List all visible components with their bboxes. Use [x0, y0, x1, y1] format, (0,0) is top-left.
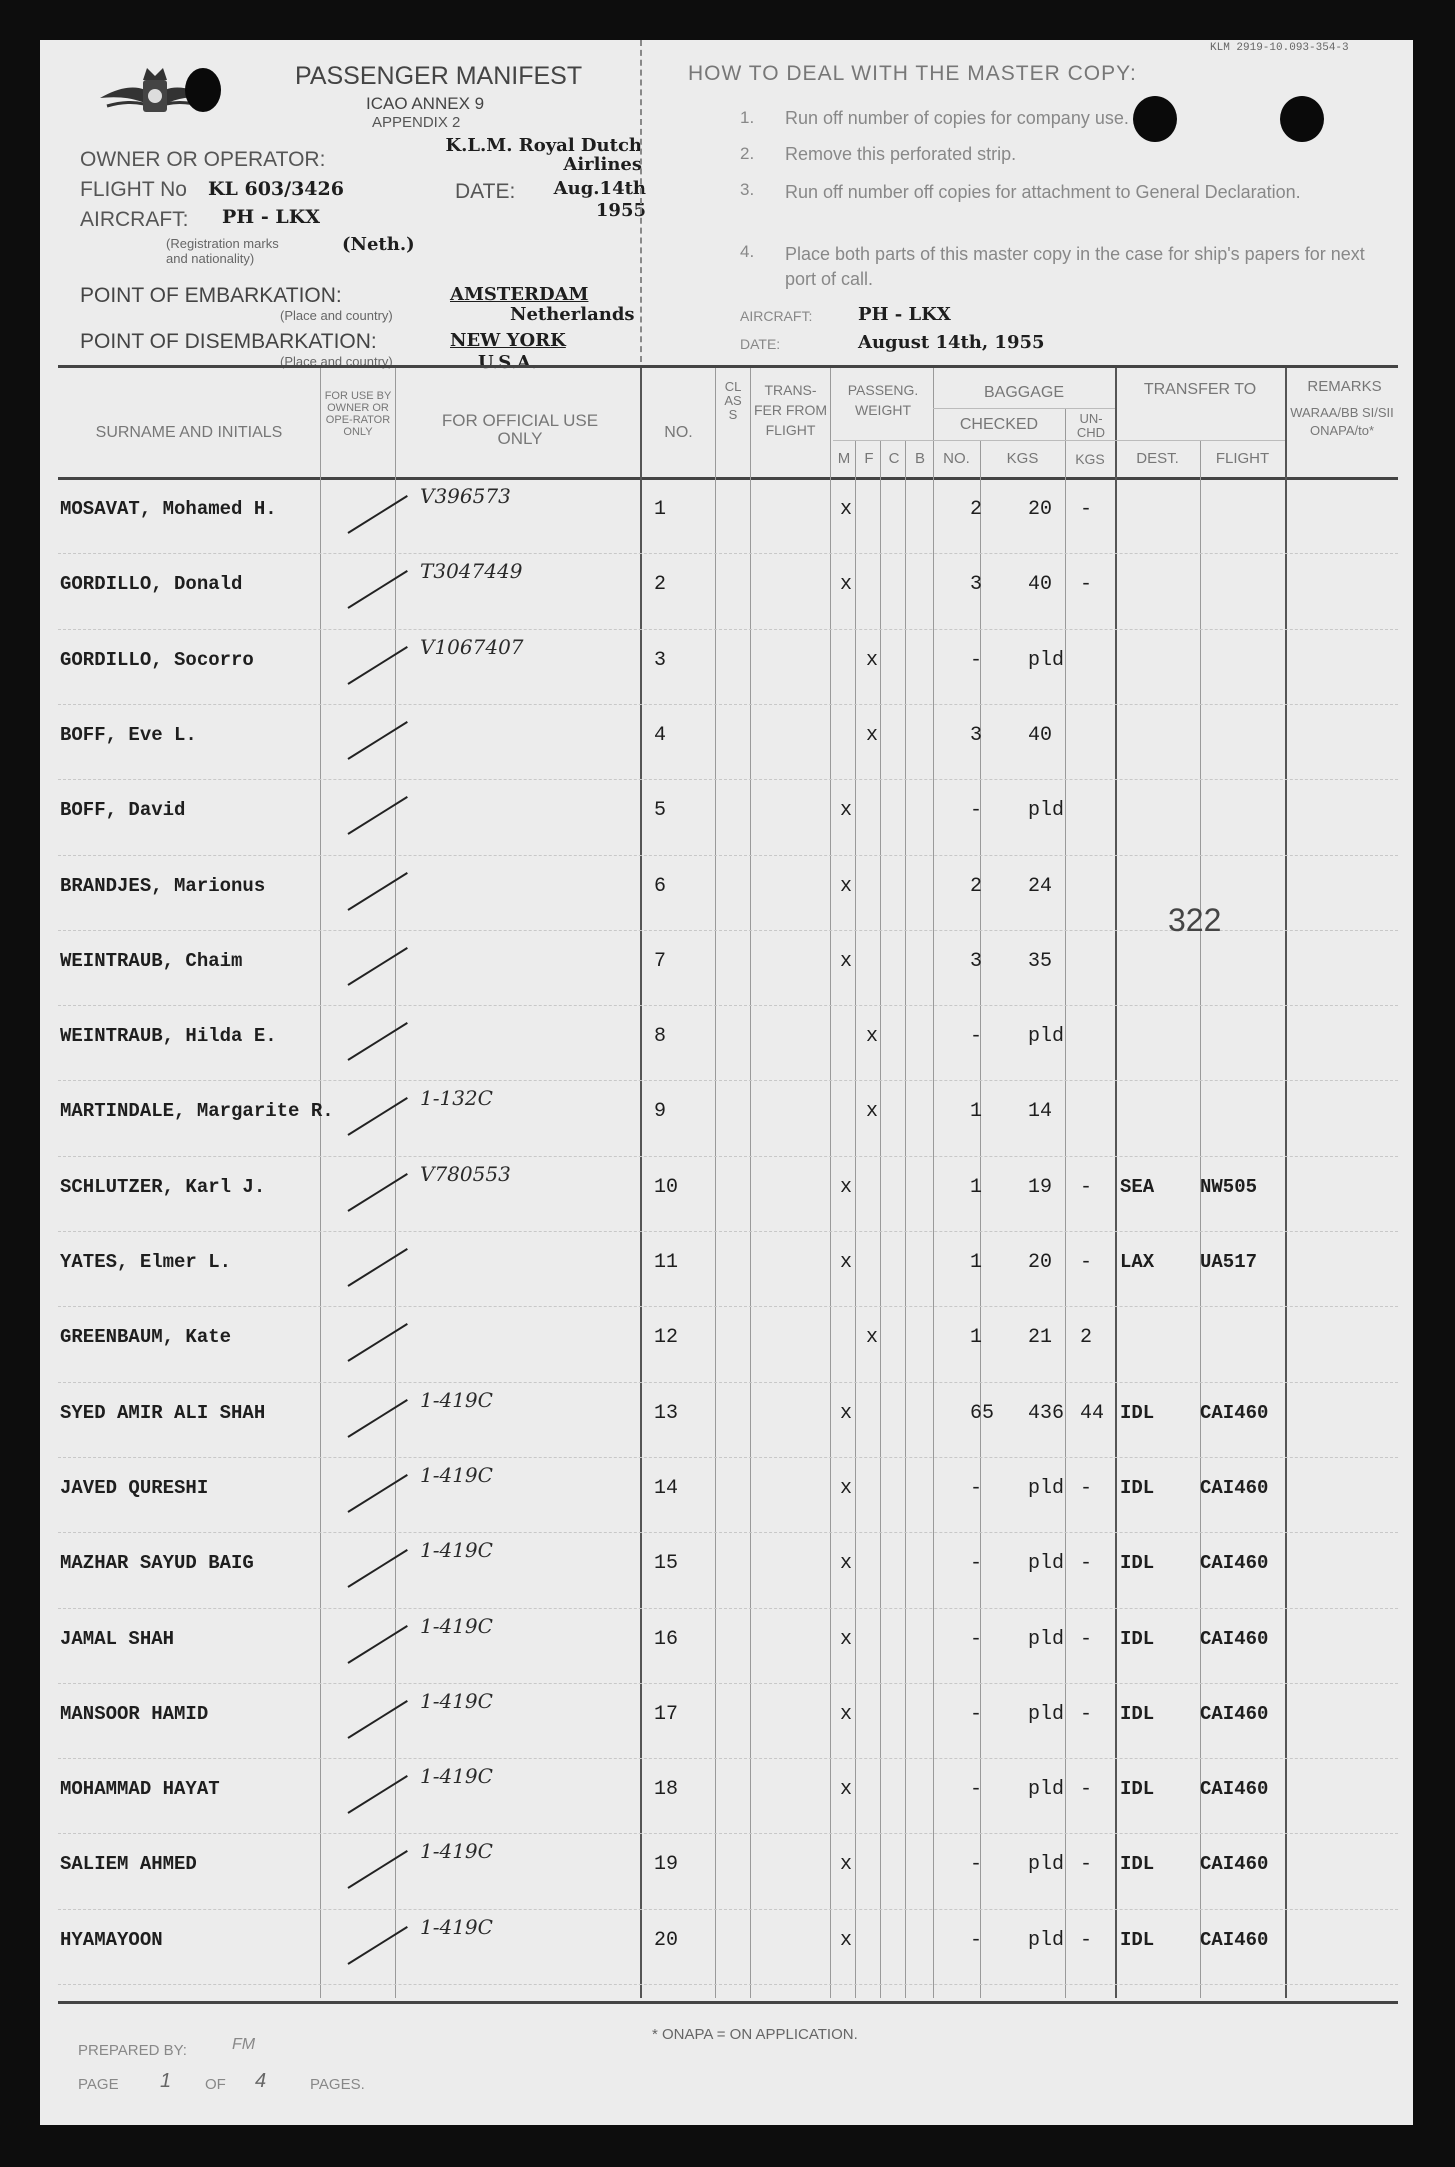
baggage-count: - — [970, 1552, 983, 1576]
row-rule — [58, 1984, 1398, 1985]
row-number: 13 — [654, 1401, 679, 1425]
row-rule — [58, 1758, 1398, 1759]
header-unchecked: UN-CHD — [1076, 411, 1106, 440]
row-rule — [58, 855, 1398, 856]
passenger-name: GREENBAUM, Kate — [60, 1326, 232, 1349]
row-rule — [58, 1156, 1398, 1157]
header-bag-no: NO. — [943, 450, 970, 467]
disembark-place-note: (Place and country) — [280, 354, 393, 369]
date-value: Aug.14th 1955 — [553, 178, 646, 221]
header-surname: SURNAME AND INITIALS — [95, 424, 283, 441]
weight-subheader-rule — [833, 440, 933, 441]
table-top-rule — [58, 365, 1398, 368]
row-rule — [58, 1909, 1398, 1910]
baggage-kgs: pld — [1028, 1025, 1065, 1049]
row-number: 12 — [654, 1326, 679, 1350]
weight-mark: x — [840, 1778, 853, 1802]
unchecked-kgs: - — [1080, 1928, 1093, 1952]
embark-country: Netherlands — [510, 304, 635, 325]
check-tick-mark — [347, 1850, 407, 1889]
header-checked: CHECKED — [959, 416, 1039, 433]
manifest-page — [40, 40, 1413, 2125]
official-passport-number: 1-419C — [420, 1613, 493, 1638]
instruction-text: Remove this perforated strip. — [785, 144, 1017, 164]
unchecked-kgs: 2 — [1080, 1326, 1093, 1350]
header-weight-f: F — [864, 450, 874, 467]
row-rule — [58, 1608, 1398, 1609]
baggage-count: 2 — [970, 498, 983, 521]
registration-note: (Registration marks — [166, 236, 279, 251]
table-header-rule — [58, 477, 1398, 480]
page-number: 1 — [160, 2070, 172, 2092]
header-official-use: FOR OFFICIAL USE ONLY — [441, 411, 599, 448]
baggage-count: - — [970, 648, 983, 672]
passenger-name: JAVED QURESHI — [60, 1476, 209, 1499]
weight-mark: x — [866, 1326, 879, 1350]
row-rule — [58, 553, 1398, 554]
row-number: 10 — [654, 1175, 679, 1199]
header-remarks-sub: WARAA/BB SI/SII ONAPA/to* — [1290, 405, 1394, 438]
transfer-flight: CAI460 — [1200, 1928, 1269, 1951]
row-number: 3 — [654, 648, 667, 672]
passenger-name: BRANDJES, Marionus — [60, 874, 266, 897]
flight-value: KL 603/3426 — [208, 178, 344, 200]
transfer-flight: CAI460 — [1200, 1702, 1269, 1725]
check-tick-mark — [347, 1775, 407, 1814]
page-label: PAGE — [78, 2076, 119, 2093]
prepared-value: FM — [232, 2036, 256, 2053]
transfer-destination: IDL — [1120, 1928, 1155, 1951]
baggage-count: - — [970, 1853, 983, 1877]
row-number: 1 — [654, 498, 667, 521]
baggage-count: 1 — [970, 1175, 983, 1199]
row-number: 20 — [654, 1928, 679, 1952]
baggage-count: - — [970, 1025, 983, 1049]
passenger-name: SYED AMIR ALI SHAH — [60, 1401, 266, 1424]
row-number: 14 — [654, 1476, 679, 1500]
instruction-number: 2. — [740, 144, 755, 163]
baggage-count: - — [970, 1778, 983, 1802]
baggage-kgs: pld — [1028, 1853, 1065, 1877]
unchecked-kgs: - — [1080, 1251, 1093, 1274]
column-divider — [750, 368, 751, 1998]
page-total: 4 — [255, 2070, 267, 2092]
transfer-destination: SEA — [1120, 1175, 1155, 1198]
weight-mark: x — [840, 1552, 853, 1576]
header-class: CLASS — [724, 379, 742, 422]
baggage-count: 1 — [970, 1100, 983, 1124]
transfer-subheader-rule — [1115, 440, 1285, 441]
header-remarks: REMARKS — [1307, 378, 1382, 395]
transfer-destination: LAX — [1120, 1251, 1155, 1273]
transfer-destination: IDL — [1120, 1702, 1155, 1725]
check-tick-mark — [347, 495, 407, 534]
instr-date-value: August 14th, 1955 — [858, 332, 1045, 353]
row-rule — [58, 704, 1398, 705]
official-passport-number: V396573 — [420, 484, 511, 508]
header-weight-c: C — [888, 450, 900, 467]
weight-mark: x — [866, 723, 879, 747]
transfer-flight: CAI460 — [1200, 1778, 1269, 1801]
punch-hole — [1133, 96, 1177, 142]
baggage-count: 1 — [970, 1326, 983, 1350]
row-number: 6 — [654, 874, 667, 898]
embark-value: AMSTERDAM — [450, 284, 589, 305]
instr-aircraft-label: AIRCRAFT: — [740, 308, 813, 324]
official-passport-number: V1067407 — [420, 634, 524, 659]
baggage-count: 2 — [970, 874, 983, 898]
passenger-name: YATES, Elmer L. — [60, 1251, 232, 1273]
baggage-kgs: 14 — [1028, 1100, 1053, 1124]
unchecked-kgs: - — [1080, 1476, 1093, 1500]
column-divider — [395, 368, 396, 1998]
baggage-count: 3 — [970, 573, 983, 597]
check-tick-mark — [347, 646, 407, 685]
check-tick-mark — [347, 872, 407, 911]
flight-label: FLIGHT No — [80, 178, 187, 201]
passenger-name: MOSAVAT, Mohamed H. — [60, 498, 277, 520]
baggage-kgs: 436 — [1028, 1401, 1065, 1425]
weight-mark: x — [840, 1251, 853, 1274]
weight-mark: x — [840, 1476, 853, 1500]
weight-mark: x — [866, 1025, 879, 1049]
baggage-kgs: 40 — [1028, 573, 1053, 597]
official-passport-number: 1-419C — [420, 1538, 493, 1563]
aircraft-value: PH - LKX — [222, 206, 320, 228]
row-number: 16 — [654, 1627, 679, 1651]
aircraft-label: AIRCRAFT: — [80, 208, 189, 231]
unchecked-kgs: - — [1080, 498, 1093, 521]
official-passport-number: 1-132C — [420, 1086, 493, 1111]
form-title: PASSENGER MANIFEST — [295, 62, 583, 90]
baggage-kgs: pld — [1028, 1476, 1065, 1500]
header-unchd-kgs: KGS — [1075, 451, 1105, 467]
check-tick-mark — [347, 1625, 407, 1664]
form-annex: ICAO ANNEX 9 — [366, 94, 485, 113]
form-appendix: APPENDIX 2 — [372, 114, 461, 131]
baggage-count: - — [970, 1702, 983, 1726]
check-tick-mark — [347, 1248, 407, 1287]
transfer-destination: IDL — [1120, 1853, 1155, 1876]
row-rule — [58, 1683, 1398, 1684]
header-transfer-from: TRANS-FER FROM FLIGHT — [753, 382, 828, 438]
passenger-name: GORDILLO, Socorro — [60, 648, 254, 671]
pages-label: PAGES. — [310, 2076, 365, 2093]
column-divider — [1200, 440, 1201, 1998]
header-kgs: KGS — [1006, 450, 1039, 467]
instr-date-label: DATE: — [740, 336, 781, 352]
passenger-name: SALIEM AHMED — [60, 1853, 197, 1876]
row-number: 2 — [654, 573, 667, 597]
baggage-kgs: pld — [1028, 648, 1065, 672]
row-number: 5 — [654, 799, 667, 823]
baggage-subheader-rule — [933, 440, 1115, 441]
owner-label: OWNER OR OPERATOR: — [80, 148, 326, 171]
baggage-count: 3 — [970, 723, 983, 747]
check-tick-mark — [347, 721, 407, 760]
column-divider — [1065, 408, 1066, 1998]
embark-label: POINT OF EMBARKATION: — [80, 284, 342, 307]
transfer-flight: UA517 — [1200, 1251, 1258, 1273]
row-number: 18 — [654, 1778, 679, 1802]
header-weight-m: M — [837, 450, 851, 467]
weight-mark: x — [866, 648, 879, 672]
disembark-value: NEW YORK — [450, 330, 566, 351]
check-tick-mark — [347, 947, 407, 986]
baggage-count: - — [970, 1476, 983, 1500]
transfer-flight: CAI460 — [1200, 1476, 1269, 1499]
punch-hole — [185, 68, 221, 112]
row-rule — [58, 1080, 1398, 1081]
column-divider — [980, 440, 981, 1998]
row-rule — [58, 1457, 1398, 1458]
weight-mark: x — [840, 799, 853, 823]
baggage-count: 65 — [970, 1401, 995, 1425]
baggage-kgs: 21 — [1028, 1326, 1053, 1350]
official-passport-number: 1-419C — [420, 1839, 493, 1864]
baggage-kgs: 20 — [1028, 1251, 1053, 1274]
official-passport-number: 1-419C — [420, 1914, 493, 1939]
check-tick-mark — [347, 1926, 407, 1965]
transfer-flight: CAI460 — [1200, 1853, 1269, 1876]
perforation-line — [640, 40, 642, 362]
row-rule — [58, 1382, 1398, 1383]
passenger-name: JAMAL SHAH — [60, 1627, 175, 1650]
weight-mark: x — [866, 1100, 879, 1124]
weight-mark: x — [840, 874, 853, 898]
official-passport-number: 1-419C — [420, 1688, 493, 1713]
check-tick-mark — [347, 1323, 407, 1362]
baggage-kgs: pld — [1028, 799, 1065, 823]
weight-mark: x — [840, 498, 853, 521]
transfer-destination: IDL — [1120, 1552, 1155, 1575]
row-rule — [58, 629, 1398, 630]
column-divider — [320, 368, 321, 1998]
owner-value: K.L.M. Royal Dutch Airlines — [445, 135, 642, 175]
weight-mark: x — [840, 1401, 853, 1425]
prepared-label: PREPARED BY: — [78, 2042, 187, 2059]
transfer-flight: CAI460 — [1200, 1552, 1269, 1575]
instructions-title: HOW TO DEAL WITH THE MASTER COPY: — [688, 62, 1137, 85]
aircraft-nationality: (Neth.) — [342, 234, 415, 255]
check-tick-mark — [347, 1474, 407, 1513]
weight-mark: x — [840, 949, 853, 973]
row-number: 8 — [654, 1025, 667, 1049]
official-passport-number: 1-419C — [420, 1387, 493, 1412]
unchecked-kgs: - — [1080, 1853, 1093, 1877]
transfer-destination: IDL — [1120, 1627, 1155, 1650]
baggage-kgs: 35 — [1028, 949, 1053, 973]
header-passenger-weight: PASSENG. WEIGHT — [847, 382, 919, 418]
date-label: DATE: — [455, 180, 516, 203]
embark-place-note: (Place and country) — [280, 308, 393, 323]
disembark-country: U.S.A. — [478, 352, 538, 373]
column-divider — [1285, 368, 1287, 1998]
passenger-name: SCHLUTZER, Karl J. — [60, 1175, 266, 1198]
weight-mark: x — [840, 1627, 853, 1651]
passenger-name: BOFF, Eve L. — [60, 723, 197, 746]
weight-mark: x — [840, 1702, 853, 1726]
disembark-label: POINT OF DISEMBARKATION: — [80, 330, 377, 353]
baggage-count: - — [970, 1627, 983, 1651]
row-rule — [58, 1306, 1398, 1307]
passenger-name: GORDILLO, Donald — [60, 573, 243, 596]
unchecked-kgs: - — [1080, 1552, 1093, 1576]
unchecked-kgs: - — [1080, 1778, 1093, 1802]
row-number: 17 — [654, 1702, 679, 1726]
passenger-name: BOFF, David — [60, 799, 186, 822]
instruction-text: Place both parts of this master copy in the case for ship's papers for next port of call. — [785, 244, 1365, 289]
column-divider — [1115, 368, 1117, 1998]
weight-mark: x — [840, 573, 853, 597]
unchecked-kgs: 44 — [1080, 1401, 1105, 1425]
baggage-kgs: pld — [1028, 1627, 1065, 1651]
baggage-kgs: 40 — [1028, 723, 1053, 747]
instruction-number: 4. — [740, 242, 755, 261]
row-number: 15 — [654, 1552, 679, 1576]
instr-aircraft-value: PH - LKX — [858, 304, 951, 325]
unchecked-kgs: - — [1080, 573, 1093, 597]
transfer-flight: CAI460 — [1200, 1627, 1269, 1650]
unchecked-kgs: - — [1080, 1702, 1093, 1726]
passenger-name: MANSOOR HAMID — [60, 1702, 209, 1725]
doc-reference: KLM 2919-10.093-354-3 — [1210, 42, 1349, 54]
nationality-note: and nationality) — [166, 251, 255, 266]
row-rule — [58, 779, 1398, 780]
column-divider — [715, 368, 716, 1998]
baggage-count: - — [970, 799, 983, 823]
column-divider — [905, 440, 906, 1998]
of-label: OF — [205, 2076, 226, 2093]
row-rule — [58, 1005, 1398, 1006]
check-tick-mark — [347, 1022, 407, 1061]
baggage-kgs: 19 — [1028, 1175, 1053, 1199]
row-number: 7 — [654, 949, 667, 973]
header-flight: FLIGHT — [1215, 450, 1270, 467]
column-divider — [830, 368, 831, 1998]
row-rule — [58, 1833, 1398, 1834]
header-transfer-to: TRANSFER TO — [1143, 381, 1257, 398]
row-rule — [58, 1231, 1398, 1232]
baggage-kgs: pld — [1028, 1552, 1065, 1576]
check-tick-mark — [347, 1173, 407, 1212]
weight-mark: x — [840, 1175, 853, 1199]
column-divider — [855, 440, 856, 1998]
row-number: 19 — [654, 1853, 679, 1877]
table-bottom-rule — [58, 2001, 1398, 2004]
row-rule — [58, 1532, 1398, 1533]
check-tick-mark — [347, 1097, 407, 1136]
transfer-flight: NW505 — [1200, 1175, 1258, 1198]
official-passport-number: V780553 — [420, 1161, 511, 1186]
check-tick-mark — [347, 1549, 407, 1588]
baggage-kgs: 24 — [1028, 874, 1053, 898]
baggage-count: 1 — [970, 1251, 983, 1274]
instruction-number: 3. — [740, 180, 755, 199]
official-passport-number: 1-419C — [420, 1462, 493, 1487]
baggage-count: 3 — [970, 949, 983, 973]
row-number: 11 — [654, 1251, 679, 1274]
check-tick-mark — [347, 570, 407, 609]
transfer-destination: IDL — [1120, 1401, 1155, 1424]
passenger-name: MAZHAR SAYUD BAIG — [60, 1552, 254, 1575]
passenger-name: MARTINDALE, Margarite R. — [60, 1100, 334, 1123]
column-divider — [880, 440, 881, 1998]
check-tick-mark — [347, 796, 407, 835]
passenger-name: HYAMAYOON — [60, 1928, 163, 1951]
row-number: 9 — [654, 1100, 667, 1124]
onapa-note: * ONAPA = ON APPLICATION. — [652, 2026, 858, 2043]
weight-mark: x — [840, 1853, 853, 1877]
column-divider — [933, 368, 934, 1998]
passenger-name: WEINTRAUB, Chaim — [60, 949, 243, 972]
baggage-kgs: 20 — [1028, 498, 1053, 521]
official-passport-number: T3047449 — [420, 559, 523, 584]
passenger-name: MOHAMMAD HAYAT — [60, 1778, 220, 1801]
instruction-number: 1. — [740, 108, 755, 127]
baggage-count: - — [970, 1928, 983, 1952]
punch-hole — [1280, 96, 1324, 142]
check-tick-mark — [347, 1399, 407, 1438]
passenger-name: WEINTRAUB, Hilda E. — [60, 1025, 277, 1048]
baggage-kgs: pld — [1028, 1778, 1065, 1802]
header-baggage: BAGGAGE — [983, 384, 1065, 401]
official-passport-number: 1-419C — [420, 1764, 493, 1789]
instruction-text: Run off number off copies for attachment to General Declaration. — [785, 182, 1301, 202]
header-no: NO. — [664, 424, 693, 441]
baggage-kgs: pld — [1028, 1928, 1065, 1952]
row-number: 4 — [654, 723, 667, 747]
header-weight-b: B — [914, 450, 925, 467]
check-tick-mark — [347, 1700, 407, 1739]
baggage-subheader-rule — [933, 408, 1115, 409]
transfer-flight: CAI460 — [1200, 1401, 1269, 1424]
unchecked-kgs: - — [1080, 1627, 1093, 1651]
unchecked-kgs: - — [1080, 1175, 1093, 1199]
handwritten-annotation: 322 — [1168, 902, 1222, 938]
column-divider — [640, 368, 642, 1998]
header-owner-use: FOR USE BY OWNER OR OPE-RATOR ONLY — [324, 390, 392, 438]
header-dest: DEST. — [1136, 450, 1179, 467]
transfer-destination: IDL — [1120, 1778, 1155, 1801]
baggage-kgs: pld — [1028, 1702, 1065, 1726]
weight-mark: x — [840, 1928, 853, 1952]
instruction-text: Run off number of copies for company use. — [785, 108, 1129, 128]
transfer-destination: IDL — [1120, 1476, 1155, 1499]
